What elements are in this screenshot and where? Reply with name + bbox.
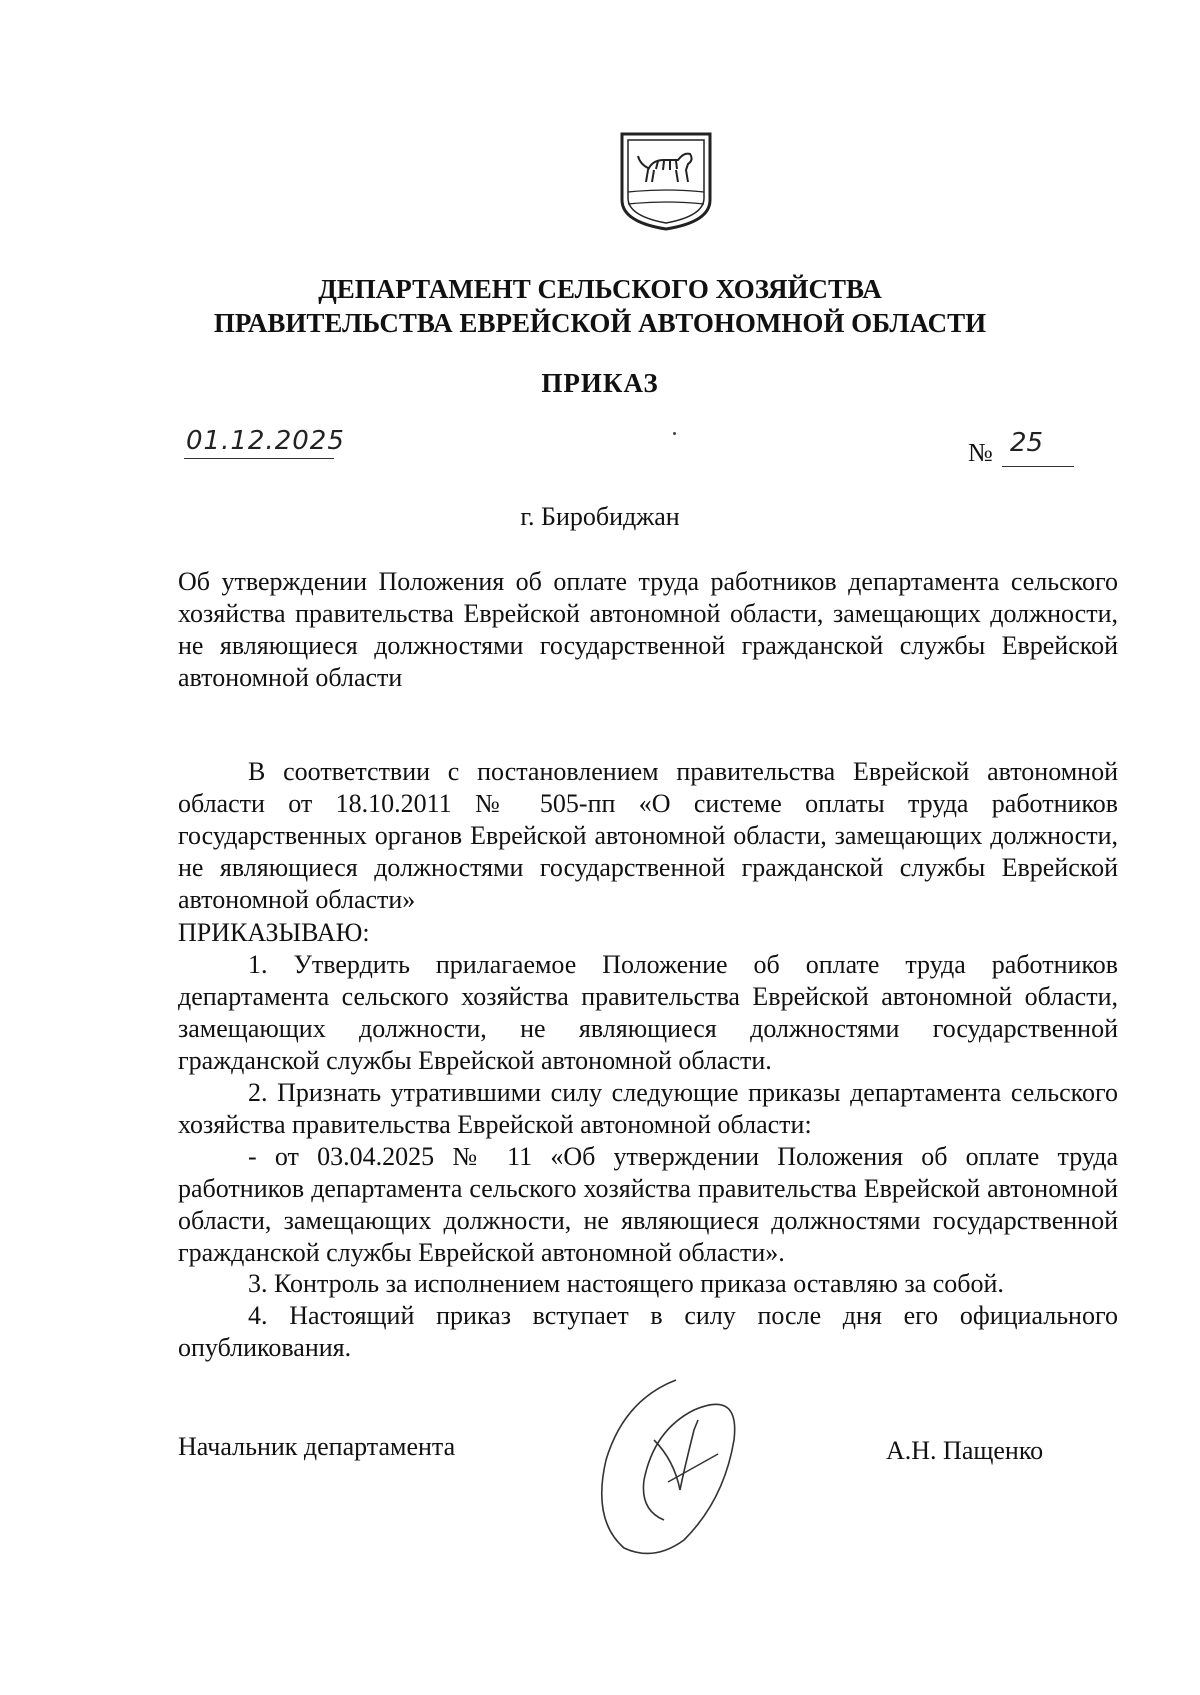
handwritten-signature-icon xyxy=(584,1370,744,1560)
order-item-1: 1. Утвердить прилагаемое Положение об оплате труда работников департамента сельского хозяйства правительства Еврейской автономной области, замещающих должности, не являющиеся должностями государственной гражданской службы Еврейской автономной области. xyxy=(178,950,1118,1075)
order-item-3: 3. Контроль за исполнением настоящего приказа оставляю за собой. xyxy=(248,1269,1004,1298)
order-item-4: 4. Настоящий приказ вступает в силу после дня его официального опубликования. xyxy=(178,1301,1118,1362)
order-date: 01.12.2025 xyxy=(186,426,345,456)
order-item-2-subitem: - от 03.04.2025 № 11 «Об утверждении Положения об оплате труда работников департамента сельского хозяйства правительства Еврейской автономной области, замещающих должности, не являющиеся должностями государственной гражданской службы Еврейской автономной области». xyxy=(178,1142,1118,1267)
date-underline xyxy=(184,458,334,459)
city: г. Биробиджан xyxy=(520,502,680,531)
org-title-line2: ПРАВИТЕЛЬСТВА ЕВРЕЙСКОЙ АВТОНОМНОЙ ОБЛАСТИ xyxy=(213,308,987,338)
signatory-name: А.Н. Пащенко xyxy=(886,1436,1044,1465)
signatory-title: Начальник департамента xyxy=(178,1432,456,1461)
number-label: № xyxy=(968,438,993,467)
preamble: В соответствии с постановлением правительства Еврейской автономной области от 18.10.2011 № 505-пп «О системе оплаты труда работников государственных органов Еврейской автономной области, замещающих должности, не являющиеся должностями государственной гражданской службы Еврейской автономной области» xyxy=(178,757,1118,914)
order-item-2: 2. Признать утратившими силу следующие приказы департамента сельского хозяйства правительства Еврейской автономной области: xyxy=(178,1078,1118,1139)
tiger-coat-of-arms-icon xyxy=(618,130,714,232)
order-number: 25 xyxy=(1010,428,1044,458)
order-subject: Об утверждении Положения об оплате труда работников департамента сельского хозяйства правительства Еврейской автономной области, замещающих должности, не являющиеся должностями государственной гражданской службы Еврейской автономной области xyxy=(178,567,1118,692)
document-type-title: ПРИКАЗ xyxy=(541,368,659,398)
number-underline xyxy=(1002,466,1074,467)
scan-speck xyxy=(673,432,676,435)
order-word: ПРИКАЗЫВАЮ: xyxy=(178,918,370,947)
org-title-line1: ДЕПАРТАМЕНТ СЕЛЬСКОГО ХОЗЯЙСТВА xyxy=(318,274,882,304)
